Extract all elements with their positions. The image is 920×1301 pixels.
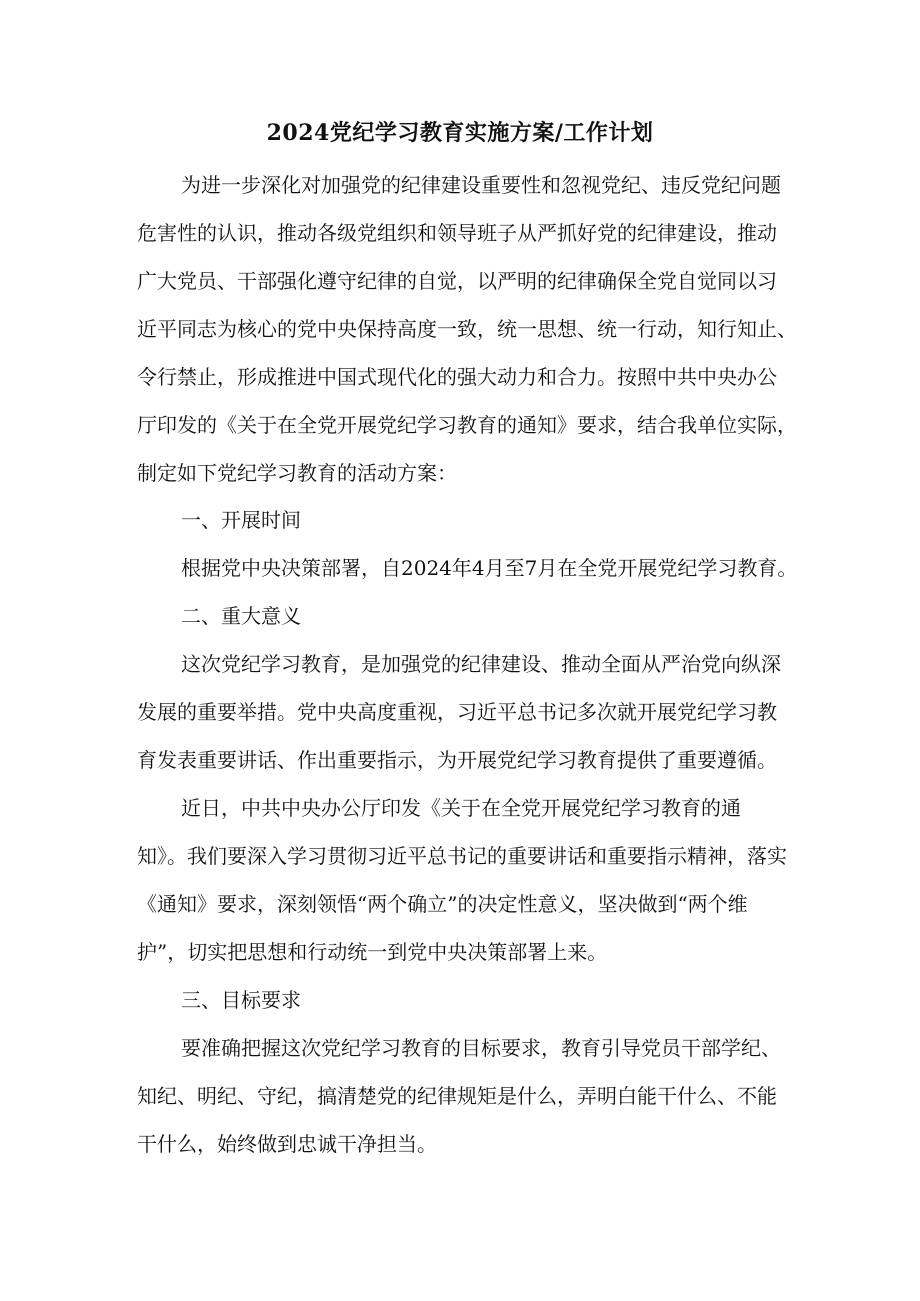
goals-line: 干什么，始终做到忠诚干净担当。 [137, 1132, 437, 1156]
significance-line: 这次党纪学习教育，是加强党的纪律建设、推动全面从严治党向纵深 [181, 652, 781, 676]
significance-line: 近日，中共中央办公厅印发《关于在全党开展党纪学习教育的通 [181, 796, 741, 820]
intro-line: 为进一步深化对加强党的纪律建设重要性和忽视党纪、违反党纪问题 [181, 173, 781, 197]
significance-line: 发展的重要举措。党中央高度重视，习近平总书记多次就开展党纪学习教 [137, 700, 777, 724]
intro-line: 制定如下党纪学习教育的活动方案： [137, 461, 457, 485]
section-heading-goals: 三、目标要求 [181, 988, 301, 1012]
goals-line: 要准确把握这次党纪学习教育的目标要求，教育引导党员干部学纪、 [181, 1036, 781, 1060]
significance-line: 育发表重要讲话、作出重要指示，为开展党纪学习教育提供了重要遵循。 [137, 748, 777, 772]
intro-line: 近平同志为核心的党中央保持高度一致，统一思想、统一行动，知行知止、 [137, 317, 797, 341]
section-heading-significance: 二、重大意义 [181, 604, 301, 628]
intro-line: 厅印发的《关于在全党开展党纪学习教育的通知》要求，结合我单位实际， [137, 413, 797, 437]
significance-line: 护”，切实把思想和行动统一到党中央决策部署上来。 [137, 940, 608, 964]
significance-line: 知》。我们要深入学习贯彻习近平总书记的重要讲话和重要指示精神，落实 [137, 844, 787, 868]
intro-line: 令行禁止，形成推进中国式现代化的强大动力和合力。按照中共中央办公 [137, 365, 777, 389]
significance-line: 《通知》要求，深刻领悟“两个确立”的决定性意义，坚决做到“两个维 [137, 892, 748, 916]
document-title: 2024党纪学习教育实施方案/工作计划 [266, 120, 654, 146]
goals-line: 知纪、明纪、守纪，搞清楚党的纪律规矩是什么，弄明白能干什么、不能 [137, 1084, 777, 1108]
intro-line: 危害性的认识，推动各级党组织和领导班子从严抓好党的纪律建设，推动 [137, 221, 777, 245]
schedule-line: 根据党中央决策部署，自2024年4月至7月在全党开展党纪学习教育。 [181, 556, 798, 580]
intro-line: 广大党员、干部强化遵守纪律的自觉，以严明的纪律确保全党自觉同以习 [137, 269, 777, 293]
section-heading-schedule: 一、开展时间 [181, 508, 301, 532]
